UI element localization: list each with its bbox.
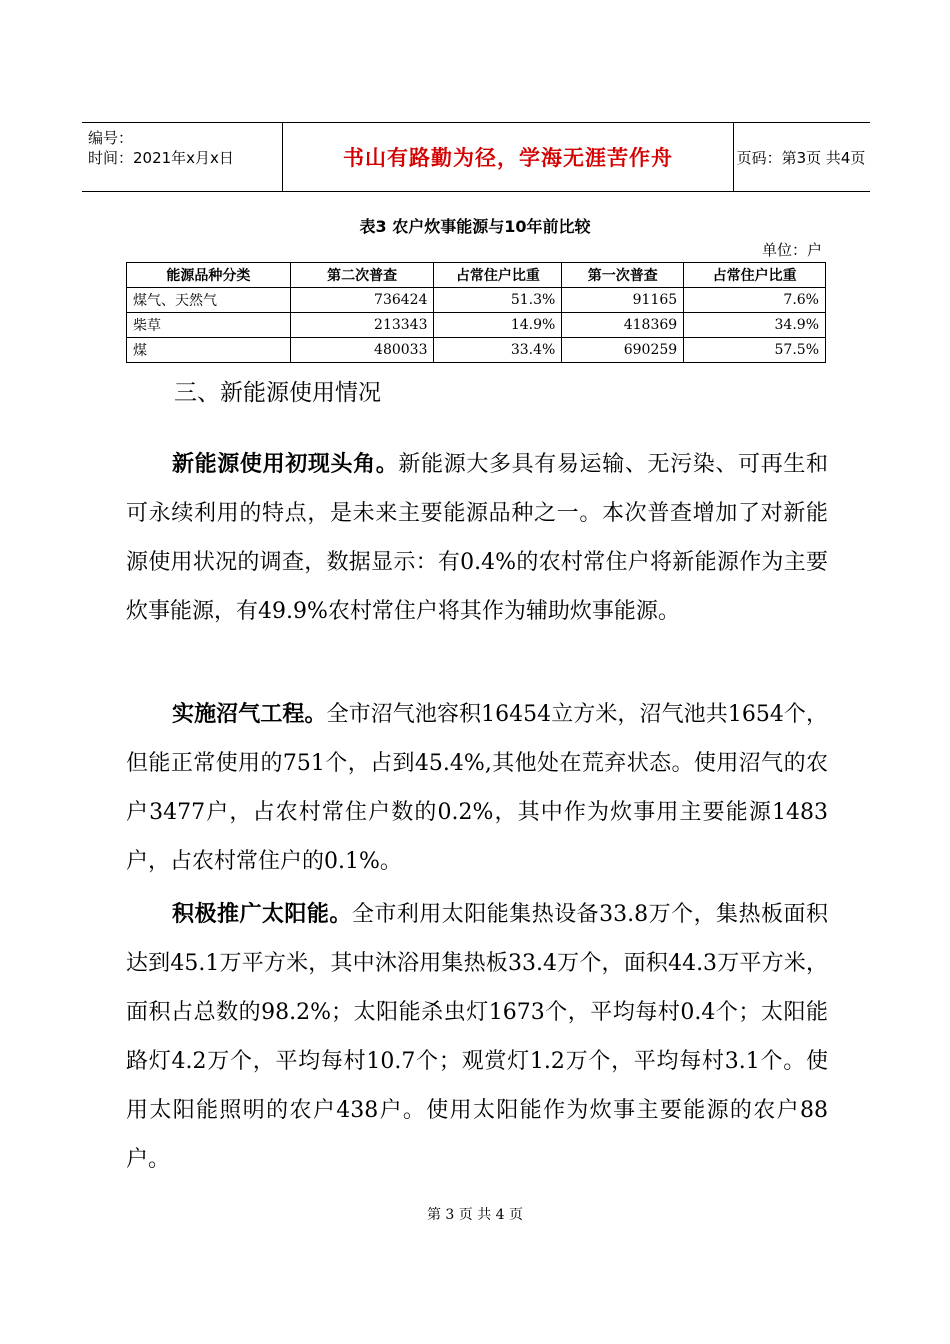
- table-cell: 33.4%: [434, 338, 562, 363]
- paragraph-body: 全市沼气池容积16454立方米，沼气池共1654个，但能正常使用的751个，占到45.4%,其他处在荒弃状态。使用沼气的农户3477户，占农村常住户数的0.2%，其中作为炊事用主要能源1483户，占农村常住户的0.1%。: [126, 702, 828, 874]
- table-cell: 7.6%: [684, 288, 826, 313]
- table-cell: 14.9%: [434, 313, 562, 338]
- date-label: 时间：2021年x月x日: [88, 149, 234, 167]
- paragraph-body: 全市利用太阳能集热设备33.8万个，集热板面积达到45.1万平方米，其中沐浴用集热板33.4万个，面积44.3万平方米，面积占总数的98.2%；太阳能杀虫灯1673个，平均每村0.4个；太阳能路灯4.2万个，平均每村10.7个；观赏灯1.2万个，平均每村3.1个。使用太阳能照明的农户438户。使用太阳能作为炊事主要能源的农户88户。: [126, 902, 828, 1172]
- table-cell: 柴草: [127, 313, 291, 338]
- paragraph-lead: 实施沼气工程。: [172, 701, 327, 727]
- table-cell: 91165: [562, 288, 684, 313]
- table-header-cell: 第二次普查: [290, 263, 434, 288]
- paragraph-biogas: [126, 690, 828, 886]
- table-cell: 418369: [562, 313, 684, 338]
- serial-number-label: 编号：: [88, 129, 134, 147]
- header-motto: 书山有路勤为径，学海无涯苦作舟: [282, 123, 734, 191]
- paragraph-solar: [126, 890, 828, 1184]
- page-footer: 第 3 页 共 4 页: [426, 1207, 524, 1223]
- table-header-cell: 能源品种分类: [127, 263, 291, 288]
- paragraph-body: 新能源大多具有易运输、无污染、可再生和可永续利用的特点，是未来主要能源品种之一。本次普查增加了对新能源使用状况的调查，数据显示：有0.4%的农村常住户将新能源作为主要炊事能源，有49.9%农村常住户将其作为辅助炊事能源。: [126, 452, 828, 624]
- table-cell: 34.9%: [684, 313, 826, 338]
- paragraph-new-energy: [126, 440, 828, 636]
- table-title: 表3 农户炊事能源与10年前比较: [359, 217, 591, 236]
- table-cell: 57.5%: [684, 338, 826, 363]
- table-header-cell: 占常住户比重: [434, 263, 562, 288]
- table-header-row: [127, 263, 826, 288]
- table-row: [127, 338, 826, 363]
- header-page-info: 页码：第3页 共4页: [736, 148, 866, 167]
- table-cell: 213343: [290, 313, 434, 338]
- table-header-cell: 第一次普查: [562, 263, 684, 288]
- table-cell: 480033: [290, 338, 434, 363]
- energy-comparison-table: [126, 262, 826, 363]
- table-row: [127, 313, 826, 338]
- section-heading: 三、新能源使用情况: [174, 380, 381, 406]
- paragraph-lead: 新能源使用初现头角。: [172, 451, 399, 477]
- table-unit: 单位：户: [761, 241, 822, 259]
- table-cell: 736424: [290, 288, 434, 313]
- document-header: [82, 122, 870, 192]
- table-row: [127, 288, 826, 313]
- header-left-cell: [82, 123, 282, 191]
- table-cell: 煤气、天然气: [127, 288, 291, 313]
- table-cell: 煤: [127, 338, 291, 363]
- table-cell: 51.3%: [434, 288, 562, 313]
- paragraph-lead: 积极推广太阳能。: [172, 901, 352, 927]
- table-cell: 690259: [562, 338, 684, 363]
- table-header-cell: 占常住户比重: [684, 263, 826, 288]
